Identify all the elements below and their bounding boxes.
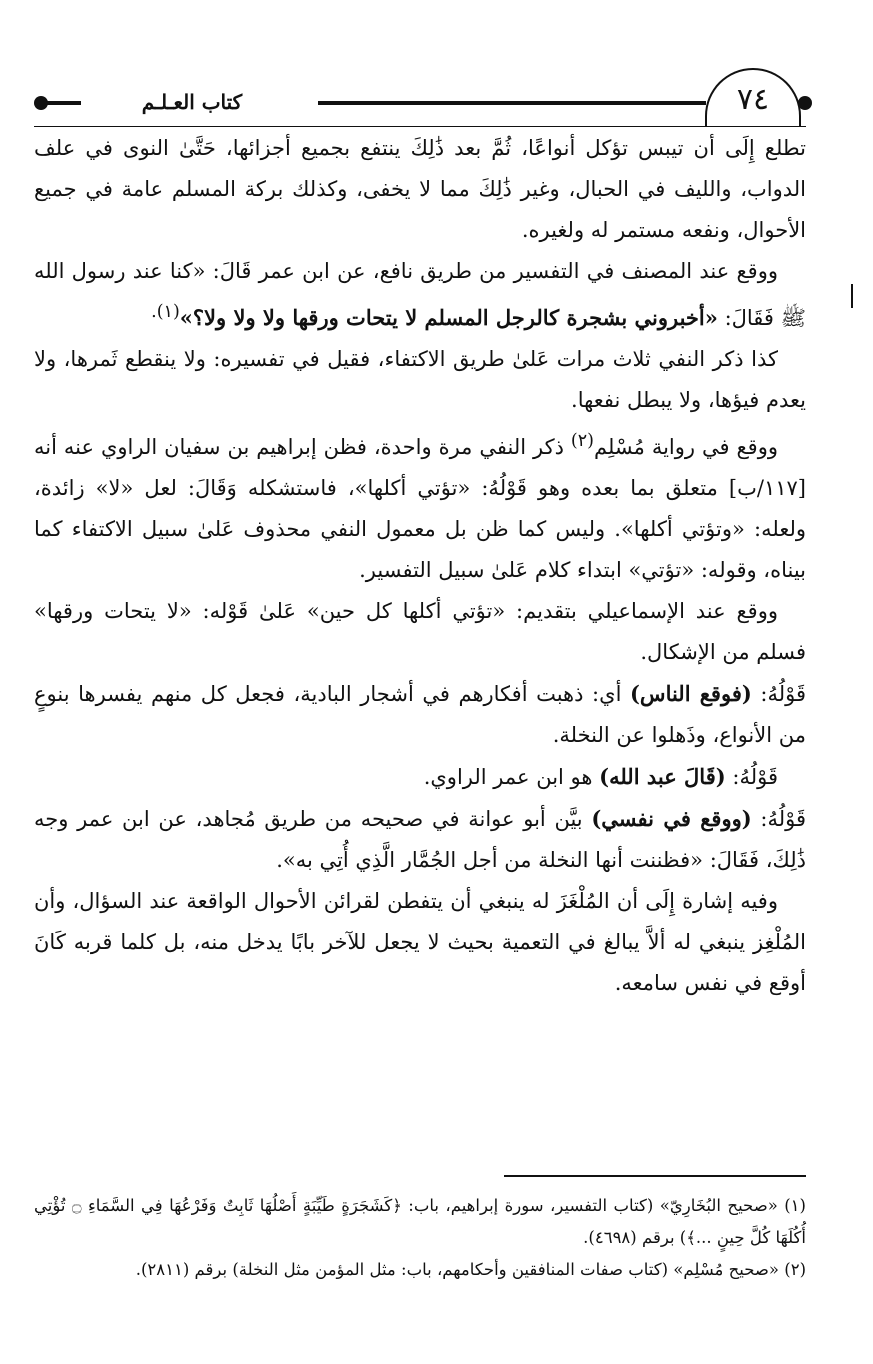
footnote-ref: (١). <box>151 302 180 322</box>
footnote: (١) «صحيح البُخَارِيّ» (كتاب التفسير، سورة إبراهيم، باب: ﴿كَشَجَرَةٍ طَيِّبَةٍ أَصْلُهَا ثَابِتٌ وَفَرْعُهَا فِي السَّمَاءِ ۝ تُؤْتِي أُكُلَهَا كُلَّ حِينٍ ...﴾) برقم (٤٦٩٨). <box>34 1196 806 1247</box>
paragraph: تطلع إِلَى أن تيبس تؤكل أنواعًا، ثُمَّ بعد ذَٰلِكَ ينتفع بجميع أجزائها، حَتَّىٰ النوى في علف الدواب، والليف في الحبال، وغير ذَٰلِكَ مما لا يخفى، وكذلك بركة المسلم عامة في جميع الأحوال، ونفعه مستمر له ولغيره. <box>34 136 806 242</box>
paragraph-text: ووقع في رواية مُسْلِم <box>593 435 778 459</box>
footnote-ref: (٢) <box>570 431 594 451</box>
main-text <box>34 128 806 1004</box>
footnote-separator <box>504 1175 806 1177</box>
paragraph <box>34 673 806 756</box>
paragraph-text: هو ابن عمر الراوي. <box>423 765 593 789</box>
header-dot-left <box>34 96 48 110</box>
paragraph <box>34 798 806 881</box>
hadith-quote: «أخبروني بشجرة كالرجل المسلم لا يتحات ورقها ولا ولا ولا؟» <box>179 305 718 330</box>
lemma: (ووقع في نفسي) <box>591 806 752 831</box>
qawluhu-label: قَوْلُهُ: <box>732 765 778 789</box>
lemma: (فوقع الناس) <box>630 681 752 706</box>
paragraph <box>34 251 806 339</box>
page-number: ٧٤ <box>705 68 801 126</box>
footnotes <box>34 1190 806 1286</box>
paragraph: وفيه إشارة إِلَى أن المُلْغَزَ له ينبغي أن يتفطن لقرائن الأحوال الواقعة عند السؤال، وأن المُلْغِز ينبغي له ألاَّ يبالغ في التعمية بحيث لا يجعل للآخر بابًا يدخل منه، بل كلما قربه كَانَ أوقع في نفس سامعه. <box>34 889 806 995</box>
paragraph-text: بيَّن أبو عوانة في صحيحه من طريق مُجاهد، عن ابن عمر وجه ذَٰلِكَ، فَقَالَ: «فظننت أنها النخلة من أجل الجُمَّار الَّذِي أُتِي به». <box>34 807 806 872</box>
qawluhu-label: قَوْلُهُ: <box>760 682 806 706</box>
paragraph-text: ذكر النفي مرة واحدة، فظن إبراهيم بن سفيان الراوي عنه أنه [١١٧/ب] متعلق بما بعده وهو قَوْلُهُ: «تؤتي أكلها»، فاستشكله وَقَالَ: لعل «لا» زائدة، ولعله: «وتؤتي أكلها». وليس كما ظن بل معمول النفي محذوف عَلىٰ سبيل الاكتفاء كما بيناه، وقوله: «تؤتي» ابتداء كلام عَلىٰ سبيل التفسير. <box>34 435 806 582</box>
header-rule-short <box>45 101 81 105</box>
paragraph: ووقع عند الإسماعيلي بتقديم: «تؤتي أكلها كل حين» عَلىٰ قَوْله: «لا يتحات ورقها» فسلم من الإشكال. <box>34 599 806 664</box>
margin-mark <box>851 284 853 308</box>
header-rule-long <box>318 101 706 105</box>
paragraph <box>34 421 806 591</box>
paragraph-text: أي: ذهبت أفكارهم في أشجار البادية، فجعل كل منهم يفسرها بنوعٍ من الأنواع، وذَهلوا عن النخلة. <box>34 682 806 747</box>
paragraph <box>34 756 806 798</box>
header-dot-right <box>798 96 812 110</box>
book-title: كتاب العـلـم <box>141 90 243 114</box>
footnote: (٢) «صحيح مُسْلِم» (كتاب صفات المنافقين وأحكامهم، باب: مثل المؤمن مثل النخلة) برقم (٢٨١١). <box>135 1260 806 1279</box>
qawluhu-label: قَوْلُهُ: <box>760 807 807 831</box>
paragraph: كذا ذكر النفي ثلاث مرات عَلىٰ طريق الاكتفاء، فقيل في تفسيره: ولا ينقطع ثَمرها، ولا يعدم فيؤها، ولا يبطل نفعها. <box>34 347 806 412</box>
header-underline <box>34 126 806 127</box>
lemma: (قَالَ عبد الله) <box>599 764 726 789</box>
paragraph-text: ووقع عند المصنف في التفسير من طريق نافع، عن ابن عمر قَالَ: «كنا عند رسول الله ﷺ فَقَالَ: <box>34 259 806 330</box>
